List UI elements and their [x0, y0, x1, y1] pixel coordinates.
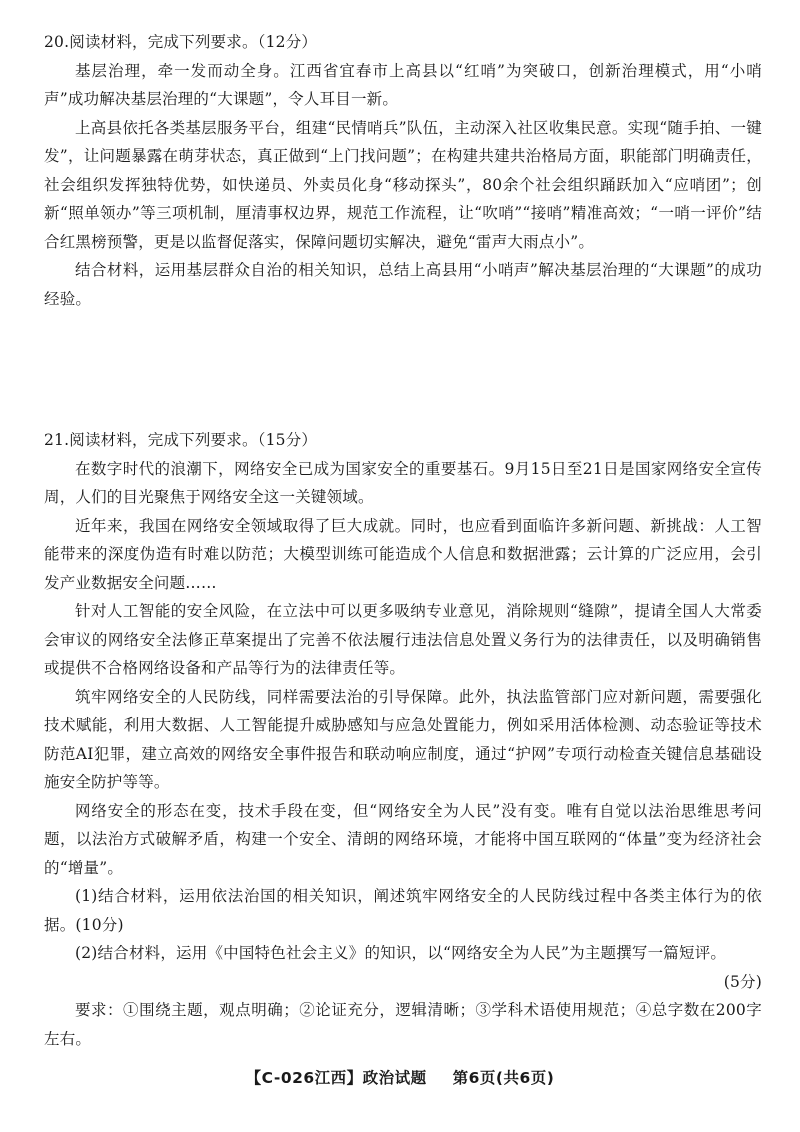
question-20-material-1: 基层治理，牵一发而动全身。江西省宜春市上高县以“红哨”为突破口，创新治理模式，用“小哨声”成功解决基层治理的“大课题”，令人耳目一新。	[44, 61, 762, 108]
question-21-material-5: 网络安全的形态在变，技术手段在变，但“网络安全为人民”没有变。唯有自觉以法治思维思考问题，以法治方式破解矛盾，构建一个安全、清朗的网络环境，才能将中国互联网的“体量”变为经济社会的“增量”。	[44, 801, 762, 877]
footer-exam-code: 【C-026江西】政治试题	[245, 1069, 427, 1087]
question-21-material-3: 针对人工智能的安全风险，在立法中可以更多吸纳专业意见，消除规则“缝隙”，提请全国人大常委会审议的网络安全法修正草案提出了完善不依法履行违法信息处置义务行为的法律责任，以及明确销售或提供不合格网络设备和产品等行为的法律责任等。	[44, 602, 762, 677]
question-21-subquestion-2: (2)结合材料，运用《中国特色社会主义》的知识，以“网络安全为人民”为主题撰写一篇短评。	[75, 944, 727, 962]
question-21-material-1: 在数字时代的浪潮下，网络安全已成为国家安全的重要基石。9月15日至21日是国家网络安全宣传周，人们的目光聚焦于网络安全这一关键领域。	[44, 459, 762, 506]
question-21-material-2: 近年来，我国在网络安全领域取得了巨大成就。同时，也应看到面临许多新问题、新挑战：人工智能带来的深度伪造有时难以防范；大模型训练可能造成个人信息和数据泄露；云计算的广泛应用，会引发产业数据安全问题……	[44, 516, 762, 592]
question-21-material-4: 筑牢网络安全的人民防线，同样需要法治的引导保障。此外，执法监管部门应对新问题，需要强化技术赋能，利用大数据、人工智能提升威胁感知与应急处置能力，例如采用活体检测、动态验证等技术防范AI犯罪，建立高效的网络安全事件报告和联动响应制度，通过“护网”专项行动检查关键信息基础设施安全防护等等。	[44, 687, 762, 791]
footer-page-number: 第6页(共6页)	[452, 1069, 555, 1087]
question-20-material-2: 上高县依托各类基层服务平台，组建“民情哨兵”队伍，主动深入社区收集民意。实现“随手拍、一键发”，让问题暴露在萌芽状态，真正做到“上门找问题”；在构建共建共治格局方面，职能部门明确责任，社会组织发挥独特优势，如快递员、外卖员化身“移动探头”，80余个社会组织踊跃加入“应哨团”；创新“照单领办”等三项机制，厘清事权边界，规范工作流程，让“吹哨”“接哨”精准高效；“一哨一评价”结合红黑榜预警，更是以监督促落实，保障问题切实解决，避免“雷声大雨点小”。	[44, 118, 762, 251]
question-21-requirement: 要求：①围绕主题，观点明确；②论证充分，逻辑清晰；③学科术语使用规范；④总字数在200字左右。	[44, 1001, 762, 1048]
question-21-subquestion-1: (1)结合材料，运用依法治国的相关知识，阐述筑牢网络安全的人民防线过程中各类主体行为的依据。(10分)	[44, 887, 762, 934]
page-footer	[0, 1066, 800, 1088]
question-21-subquestion-2-score: (5分)	[723, 972, 762, 991]
question-20-task: 结合材料，运用基层群众自治的相关知识，总结上高县用“小哨声”解决基层治理的“大课题”的成功经验。	[44, 261, 762, 308]
question-21	[44, 426, 762, 1053]
question-20-header: 20.阅读材料，完成下列要求。（12分）	[44, 33, 318, 51]
question-20	[44, 28, 762, 313]
question-21-header: 21.阅读材料，完成下列要求。（15分）	[44, 431, 318, 449]
